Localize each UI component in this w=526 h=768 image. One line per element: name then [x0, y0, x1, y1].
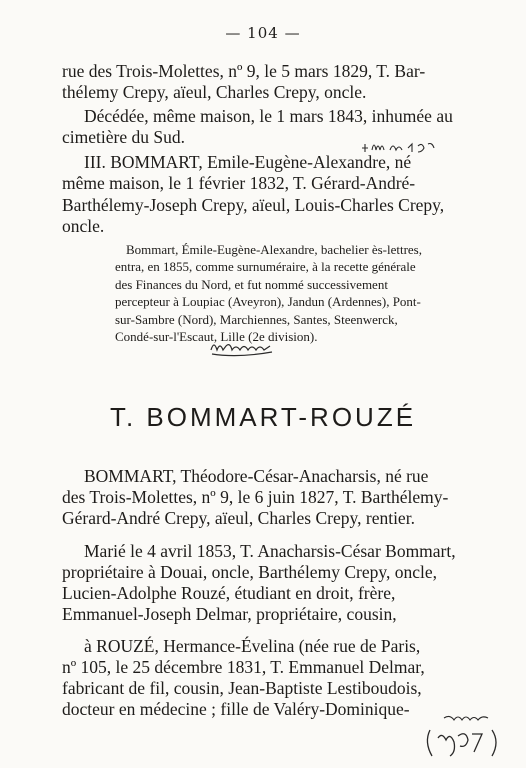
- paragraph-line: à ROUZÉ, Hermance-Évelina (née rue de Paris,: [84, 636, 421, 656]
- note-line: sur-Sambre (Nord), Marchiennes, Santes, Steenwerck,: [115, 312, 398, 327]
- handwritten-annotation-bottom: [416, 712, 516, 766]
- paragraph-line: docteur en médecine ; fille de Valéry-Dominique-: [62, 699, 410, 719]
- paragraph-line: fabricant de fil, cousin, Jean-Baptiste Lestiboudois,: [62, 678, 422, 698]
- paragraph-line: des Trois-Molettes, nº 9, le 6 juin 1827, T. Barthélemy-: [62, 487, 449, 507]
- paragraph-line: oncle.: [62, 216, 105, 236]
- paragraph-line: nº 105, le 25 décembre 1831, T. Emmanuel Delmar,: [62, 657, 425, 677]
- paragraph-line: Emmanuel-Joseph Delmar, propriétaire, cousin,: [62, 604, 397, 624]
- paragraph-line: thélemy Crepy, aïeul, Charles Crepy, oncle.: [62, 82, 367, 102]
- paragraph-line: rue des Trois-Molettes, nº 9, le 5 mars 1829, T. Bar-: [62, 61, 426, 81]
- paragraph-line: BOMMART, Théodore-César-Anacharsis, né rue: [84, 466, 429, 486]
- paragraph-line: Gérard-André Crepy, aïeul, Charles Crepy, rentier.: [62, 508, 415, 528]
- paragraph-line: Barthélemy-Joseph Crepy, aïeul, Louis-Charles Crepy,: [62, 195, 445, 215]
- page-number: — 104 —: [225, 24, 301, 42]
- paragraph-line: Marié le 4 avril 1853, T. Anacharsis-César Bommart,: [84, 541, 456, 561]
- paragraph-line: propriétaire à Douai, oncle, Barthélemy Crepy, oncle,: [62, 562, 437, 582]
- handwritten-signature: [208, 338, 278, 362]
- section-title: T. BOMMART-ROUZÉ: [109, 402, 417, 432]
- note-line: des Finances du Nord, et fut nommé successivement: [115, 277, 388, 292]
- paragraph-line: Lucien-Adolphe Rouzé, étudiant en droit, frère,: [62, 583, 396, 603]
- note-line: entra, en 1855, comme surnuméraire, à la recette générale: [115, 259, 416, 274]
- paragraph-line: Décédée, même maison, le 1 mars 1843, inhumée au: [84, 106, 453, 126]
- note-line: percepteur à Loupiac (Aveyron), Jandun (Ardennes), Pont-: [115, 294, 421, 309]
- paragraph-line: même maison, le 1 février 1832, T. Gérard-André-: [62, 173, 416, 193]
- paragraph-line: III. BOMMART, Emile-Eugène-Alexandre, né: [84, 152, 412, 172]
- signature-scribble: [208, 338, 278, 358]
- paragraph-line: cimetière du Sud.: [62, 127, 185, 147]
- handwriting-scribble: [416, 712, 516, 762]
- note-line: Bommart, Émile-Eugène-Alexandre, bachelier ès-lettres,: [126, 242, 422, 257]
- note-line: Condé-sur-l'Escaut, Lille (2e division).: [115, 329, 318, 344]
